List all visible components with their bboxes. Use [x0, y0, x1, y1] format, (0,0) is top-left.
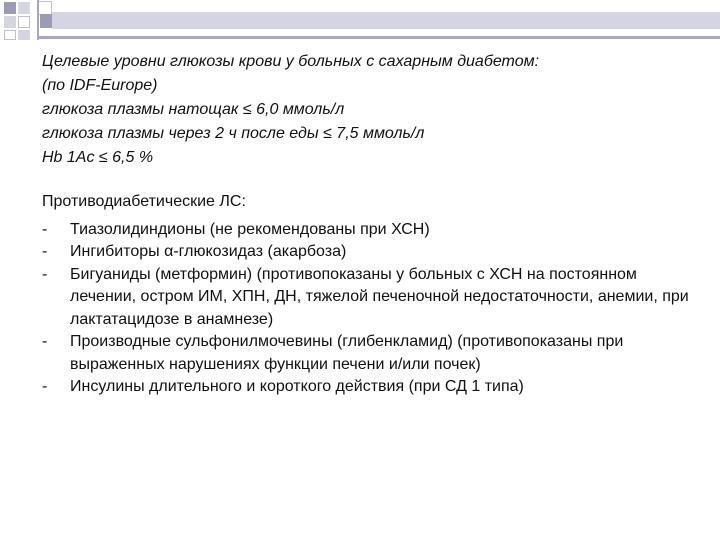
glucose-targets: [42, 50, 692, 170]
bullet-dash: -: [42, 333, 48, 350]
bullet-dash: -: [42, 243, 48, 260]
decor-square: [40, 14, 52, 28]
list-item: [42, 241, 692, 264]
decor-square: [4, 16, 16, 28]
header-vertical-line: [37, 0, 39, 40]
antidiabetic-drugs: [42, 191, 692, 399]
header-horizontal-line: [37, 36, 720, 39]
header-bar: [52, 12, 720, 29]
decor-square: [18, 16, 30, 28]
bullet-dash: -: [42, 378, 48, 395]
decor-square: [4, 30, 16, 40]
list-item: [42, 219, 692, 242]
drugs-heading: Противодиабетические ЛС:: [42, 193, 246, 210]
list-item: [42, 264, 692, 332]
decor-square: [38, 1, 52, 15]
drug-biguanides: Бигуаниды (метформин) (противопоказаны у больных с ХСН на постоянном лечении, остром ИМ, ХПН, ДН, тяжелой печеночной недостаточности, анемии, при лактатацидозе в анамнезе): [70, 265, 689, 328]
list-item: [42, 331, 692, 376]
bullet-dash: -: [42, 220, 48, 238]
slide-header-decoration: [0, 0, 720, 40]
slide-content: [42, 50, 692, 399]
drug-thiazolidinediones: Тиазолидиндионы (не рекомендованы при ХСН): [70, 220, 430, 238]
decor-square: [18, 2, 30, 14]
target-fasting-glucose: глюкоза плазмы натощак ≤ 6,0 ммоль/л: [42, 101, 345, 118]
target-postprandial-glucose: глюкоза плазмы через 2 ч после еды ≤ 7,5 ммоль/л: [42, 125, 425, 142]
decor-square: [18, 30, 30, 40]
drug-insulins: Инсулины длительного и короткого действия (при СД 1 типа): [70, 378, 524, 395]
drug-sulfonylureas: Производные сульфонилмочевины (глибенкламид) (противопоказаны при выраженных нарушениях функции печени и/или почек): [70, 333, 624, 373]
target-hba1c: Hb 1Ac ≤ 6,5 %: [42, 149, 154, 166]
list-item: [42, 376, 692, 399]
targets-source: (по IDF-Europe): [42, 77, 158, 94]
targets-title: Целевые уровни глюкозы крови у больных с сахарным диабетом:: [42, 53, 540, 70]
drug-alpha-glucosidase-inhibitors: Ингибиторы α-глюкозидаз (акарбоза): [70, 243, 347, 260]
bullet-dash: -: [42, 265, 48, 283]
decor-square: [4, 2, 16, 14]
